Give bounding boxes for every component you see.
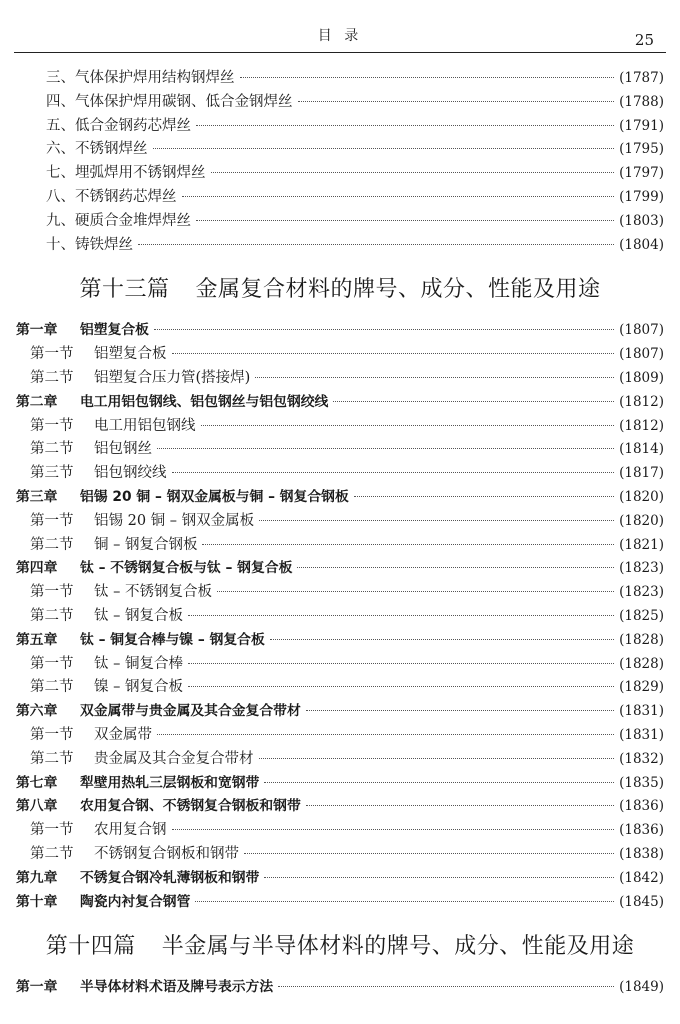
toc-entry-label	[16, 890, 190, 910]
chapter-entry[interactable]	[16, 628, 664, 652]
part-13-number: 第十三篇	[79, 276, 170, 302]
section-entry[interactable]	[16, 461, 664, 485]
page-header	[14, 0, 666, 53]
dot-leader	[244, 852, 614, 854]
toc-entry[interactable]	[16, 66, 664, 90]
entry-number: 第九章	[16, 869, 58, 886]
toc-entry-page: (1845)	[619, 893, 664, 910]
toc-entry-label	[16, 342, 167, 363]
toc-entry-label	[16, 771, 259, 791]
toc-entry-page: (1823)	[619, 560, 664, 577]
entry-number: 第二节	[30, 750, 74, 767]
section-entry[interactable]	[16, 652, 664, 676]
section-entry[interactable]	[16, 509, 664, 533]
section-entry[interactable]	[16, 414, 664, 438]
toc-entry-page: (1787)	[619, 70, 664, 86]
toc-entry-page: (1812)	[619, 417, 664, 434]
entry-title: 铝塑复合板	[94, 346, 167, 363]
entry-number: 第一节	[30, 512, 74, 529]
toc-entry-label	[16, 628, 265, 648]
toc-entry-page: (1799)	[619, 188, 664, 205]
entry-number: 第三章	[16, 488, 58, 505]
entry-title: 铜 – 钢复合钢板	[94, 536, 198, 553]
toc-entry-page: (1836)	[619, 822, 664, 839]
entry-title: 铝锡 20 铜 – 钢双金属板	[94, 512, 255, 529]
toc-entry-page: (1814)	[619, 441, 664, 458]
part-14-number: 第十四篇	[45, 933, 136, 959]
toc-entry-page: (1831)	[619, 726, 664, 743]
entry-number: 第八章	[16, 798, 58, 815]
toc-entry-label	[16, 747, 254, 768]
dot-leader	[306, 709, 614, 711]
toc-entry-label	[16, 866, 259, 886]
section-entry[interactable]	[16, 818, 664, 842]
toc-entry-label	[16, 652, 183, 673]
section-entry[interactable]	[16, 580, 664, 604]
dot-leader	[172, 352, 615, 354]
entry-number: 第二节	[30, 845, 74, 862]
toc-entry[interactable]	[16, 114, 664, 138]
entry-number: 第四章	[16, 560, 58, 577]
chapter-entry[interactable]	[16, 318, 664, 342]
dot-leader	[188, 685, 614, 687]
toc-entry-label: 三、气体保护焊用结构钢焊丝	[46, 70, 235, 86]
entry-number: 第一节	[30, 822, 74, 839]
entry-number: 第二节	[30, 607, 74, 624]
toc-entry[interactable]	[16, 161, 664, 185]
section-entry[interactable]	[16, 842, 664, 866]
entry-number: 第一节	[30, 417, 74, 434]
dot-leader	[172, 471, 615, 473]
dot-leader	[278, 985, 614, 987]
dot-leader	[153, 147, 615, 149]
toc-entry-label	[16, 842, 239, 863]
dot-leader	[202, 543, 614, 545]
part-14-title: 半金属与半导体材料的牌号、成分、性能及用途	[161, 933, 635, 959]
toc-entry-page: (1791)	[619, 117, 664, 134]
toc-entry-page: (1825)	[619, 607, 664, 624]
dot-leader	[255, 376, 614, 378]
dot-leader	[264, 781, 614, 783]
entry-number: 第一章	[16, 322, 58, 339]
toc-entry-label	[16, 818, 167, 839]
entry-number: 第一节	[30, 346, 74, 363]
entry-title: 半导体材料术语及牌号表示方法	[80, 979, 274, 996]
toc-entry[interactable]	[16, 233, 664, 257]
toc-part-14-list	[16, 975, 664, 999]
toc-entry-page: (1807)	[619, 322, 664, 339]
section-entry[interactable]	[16, 723, 664, 747]
toc-entry-label: 七、埋弧焊用不锈钢焊丝	[46, 165, 206, 182]
section-entry[interactable]	[16, 675, 664, 699]
dot-leader	[270, 638, 614, 640]
toc-entry-page: (1788)	[619, 93, 664, 110]
part-14-heading	[16, 913, 664, 975]
toc-entry-label	[16, 461, 167, 482]
toc-entry-page: (1807)	[619, 346, 664, 363]
toc-entry-page: (1842)	[619, 869, 664, 886]
entry-number: 第二节	[30, 369, 74, 386]
dot-leader	[196, 124, 614, 126]
section-entry[interactable]	[16, 604, 664, 628]
toc-entry-label	[16, 366, 250, 387]
toc-entry-page: (1829)	[619, 679, 664, 696]
toc-entry-label	[16, 318, 149, 338]
entry-title: 钛 – 不锈钢复合板	[94, 584, 212, 601]
dot-leader	[211, 171, 615, 173]
toc-entry-page: (1823)	[619, 584, 664, 601]
entry-number: 第一节	[30, 655, 74, 672]
toc-entry-page: (1831)	[619, 703, 664, 720]
toc-entry[interactable]	[16, 185, 664, 209]
toc-entry-label	[16, 437, 152, 458]
dot-leader	[196, 219, 614, 221]
entry-title: 电工用铝包钢线、铝包钢丝与铝包钢绞线	[80, 393, 329, 410]
chapter-entry[interactable]	[16, 975, 664, 999]
toc-entry[interactable]	[16, 137, 664, 161]
entry-title: 陶瓷内衬复合钢管	[80, 893, 191, 910]
dot-leader	[333, 400, 614, 402]
entry-number: 第六章	[16, 703, 58, 720]
entry-title: 电工用铝包钢线	[94, 417, 196, 434]
entry-title: 双金属带与贵金属及其合金复合带材	[80, 703, 301, 720]
entry-number: 第十章	[16, 893, 58, 910]
toc-entry-label	[16, 699, 301, 719]
entry-title: 镍 – 钢复合板	[94, 679, 183, 696]
entry-number: 第五章	[16, 631, 58, 648]
chapter-entry[interactable]	[16, 485, 664, 509]
dot-leader	[188, 662, 614, 664]
entry-number: 第二节	[30, 441, 74, 458]
entry-title: 铝包钢丝	[94, 441, 152, 458]
dot-leader	[157, 447, 614, 449]
dot-leader	[217, 590, 614, 592]
dot-leader	[259, 757, 615, 759]
chapter-entry[interactable]	[16, 794, 664, 818]
toc-entry-label	[16, 556, 292, 576]
toc-entry-page: (1832)	[619, 750, 664, 767]
entry-title: 钛 – 钢复合板	[94, 607, 183, 624]
toc-entry-page: (1797)	[619, 165, 664, 182]
part-13-heading	[16, 256, 664, 318]
entry-number: 第七章	[16, 774, 58, 791]
toc-entry-label	[16, 794, 301, 814]
table-of-contents	[16, 66, 664, 999]
entry-title: 农用复合钢	[94, 822, 167, 839]
chapter-entry[interactable]	[16, 390, 664, 414]
entry-title: 铝塑复合压力管(搭接焊)	[94, 369, 251, 386]
entry-title: 钛 – 不锈钢复合板与钛 – 钢复合板	[80, 560, 293, 577]
dot-leader	[154, 328, 614, 330]
toc-entry[interactable]	[16, 90, 664, 114]
toc-welding-wire-list	[16, 66, 664, 256]
entry-title: 贵金属及其合金复合带材	[94, 750, 254, 767]
toc-entry-label	[16, 975, 273, 995]
toc-entry-label	[16, 675, 183, 696]
entry-number: 第一节	[30, 726, 74, 743]
entry-title: 农用复合钢、不锈钢复合钢板和钢带	[80, 798, 301, 815]
entry-number: 第一节	[30, 584, 74, 601]
dot-leader	[201, 424, 615, 426]
part-13-title: 金属复合材料的牌号、成分、性能及用途	[195, 276, 601, 302]
toc-entry-page: (1820)	[619, 512, 664, 529]
entry-title: 犁壁用热轧三层钢板和宽钢带	[80, 774, 260, 791]
entry-title: 不锈钢复合钢板和钢带	[94, 845, 239, 862]
toc-entry-page: (1849)	[619, 979, 664, 996]
toc-entry-page: (1835)	[619, 774, 664, 791]
dot-leader	[306, 804, 614, 806]
toc-entry-page: (1817)	[619, 465, 664, 482]
toc-entry[interactable]	[16, 209, 664, 233]
toc-entry-page: (1828)	[619, 655, 664, 672]
toc-entry-label	[16, 414, 196, 435]
entry-number: 第二节	[30, 536, 74, 553]
entry-title: 钛 – 铜复合棒	[94, 655, 183, 672]
toc-entry-label	[16, 485, 349, 505]
dot-leader	[240, 76, 615, 78]
toc-entry-label: 十、铸铁焊丝	[46, 236, 133, 253]
entry-title: 不锈复合钢冷轧薄钢板和钢带	[80, 869, 260, 886]
toc-entry-page: (1804)	[619, 236, 664, 253]
entry-title: 铝塑复合板	[80, 322, 149, 339]
toc-entry-page: (1820)	[619, 488, 664, 505]
toc-entry-page: (1828)	[619, 631, 664, 648]
toc-entry-label	[16, 604, 183, 625]
entry-number: 第一章	[16, 979, 58, 996]
toc-entry-page: (1795)	[619, 141, 664, 158]
toc-entry-label: 五、低合金钢药芯焊丝	[46, 117, 191, 134]
chapter-entry[interactable]	[16, 866, 664, 890]
dot-leader	[354, 495, 614, 497]
dot-leader	[264, 876, 614, 878]
dot-leader	[172, 828, 615, 830]
entry-title: 双金属带	[94, 726, 152, 743]
toc-entry-label	[16, 509, 254, 530]
section-entry[interactable]	[16, 342, 664, 366]
toc-entry-page: (1803)	[619, 212, 664, 229]
dot-leader	[259, 519, 614, 521]
toc-entry-page: (1809)	[619, 369, 664, 386]
toc-entry-page: (1812)	[619, 393, 664, 410]
header-title: 目 录	[317, 28, 363, 44]
toc-entry-page: (1838)	[619, 845, 664, 862]
dot-leader	[188, 614, 614, 616]
toc-part-13-list	[16, 318, 664, 913]
toc-entry-label: 六、不锈钢焊丝	[46, 141, 148, 158]
dot-leader	[195, 900, 614, 902]
entry-title: 铝包钢绞线	[94, 465, 167, 482]
toc-entry-page: (1821)	[619, 536, 664, 553]
dot-leader	[138, 243, 614, 245]
toc-entry-label	[16, 580, 212, 601]
chapter-entry[interactable]	[16, 890, 664, 914]
toc-entry-page: (1836)	[619, 798, 664, 815]
entry-title: 铝锡 20 铜 – 钢双金属板与铜 – 钢复合钢板	[80, 488, 349, 505]
entry-title: 钛 – 铜复合棒与镍 – 钢复合板	[80, 631, 265, 648]
section-entry[interactable]	[16, 437, 664, 461]
toc-entry-label	[16, 533, 197, 554]
chapter-entry[interactable]	[16, 771, 664, 795]
toc-entry-label: 四、气体保护焊用碳钢、低合金钢焊丝	[46, 93, 293, 110]
dot-leader	[157, 733, 614, 735]
section-entry[interactable]	[16, 747, 664, 771]
dot-leader	[297, 566, 614, 568]
dot-leader	[298, 100, 615, 102]
dot-leader	[182, 195, 615, 197]
entry-number: 第二节	[30, 679, 74, 696]
section-entry[interactable]	[16, 366, 664, 390]
entry-number: 第三节	[30, 465, 74, 482]
toc-entry-label: 八、不锈钢药芯焊丝	[46, 188, 177, 205]
toc-entry-label	[16, 723, 152, 744]
page-number: 25	[634, 31, 654, 49]
toc-entry-label	[16, 390, 328, 410]
chapter-entry[interactable]	[16, 556, 664, 580]
toc-entry-label: 九、硬质合金堆焊焊丝	[46, 212, 191, 229]
entry-number: 第二章	[16, 393, 58, 410]
section-entry[interactable]	[16, 533, 664, 557]
chapter-entry[interactable]	[16, 699, 664, 723]
